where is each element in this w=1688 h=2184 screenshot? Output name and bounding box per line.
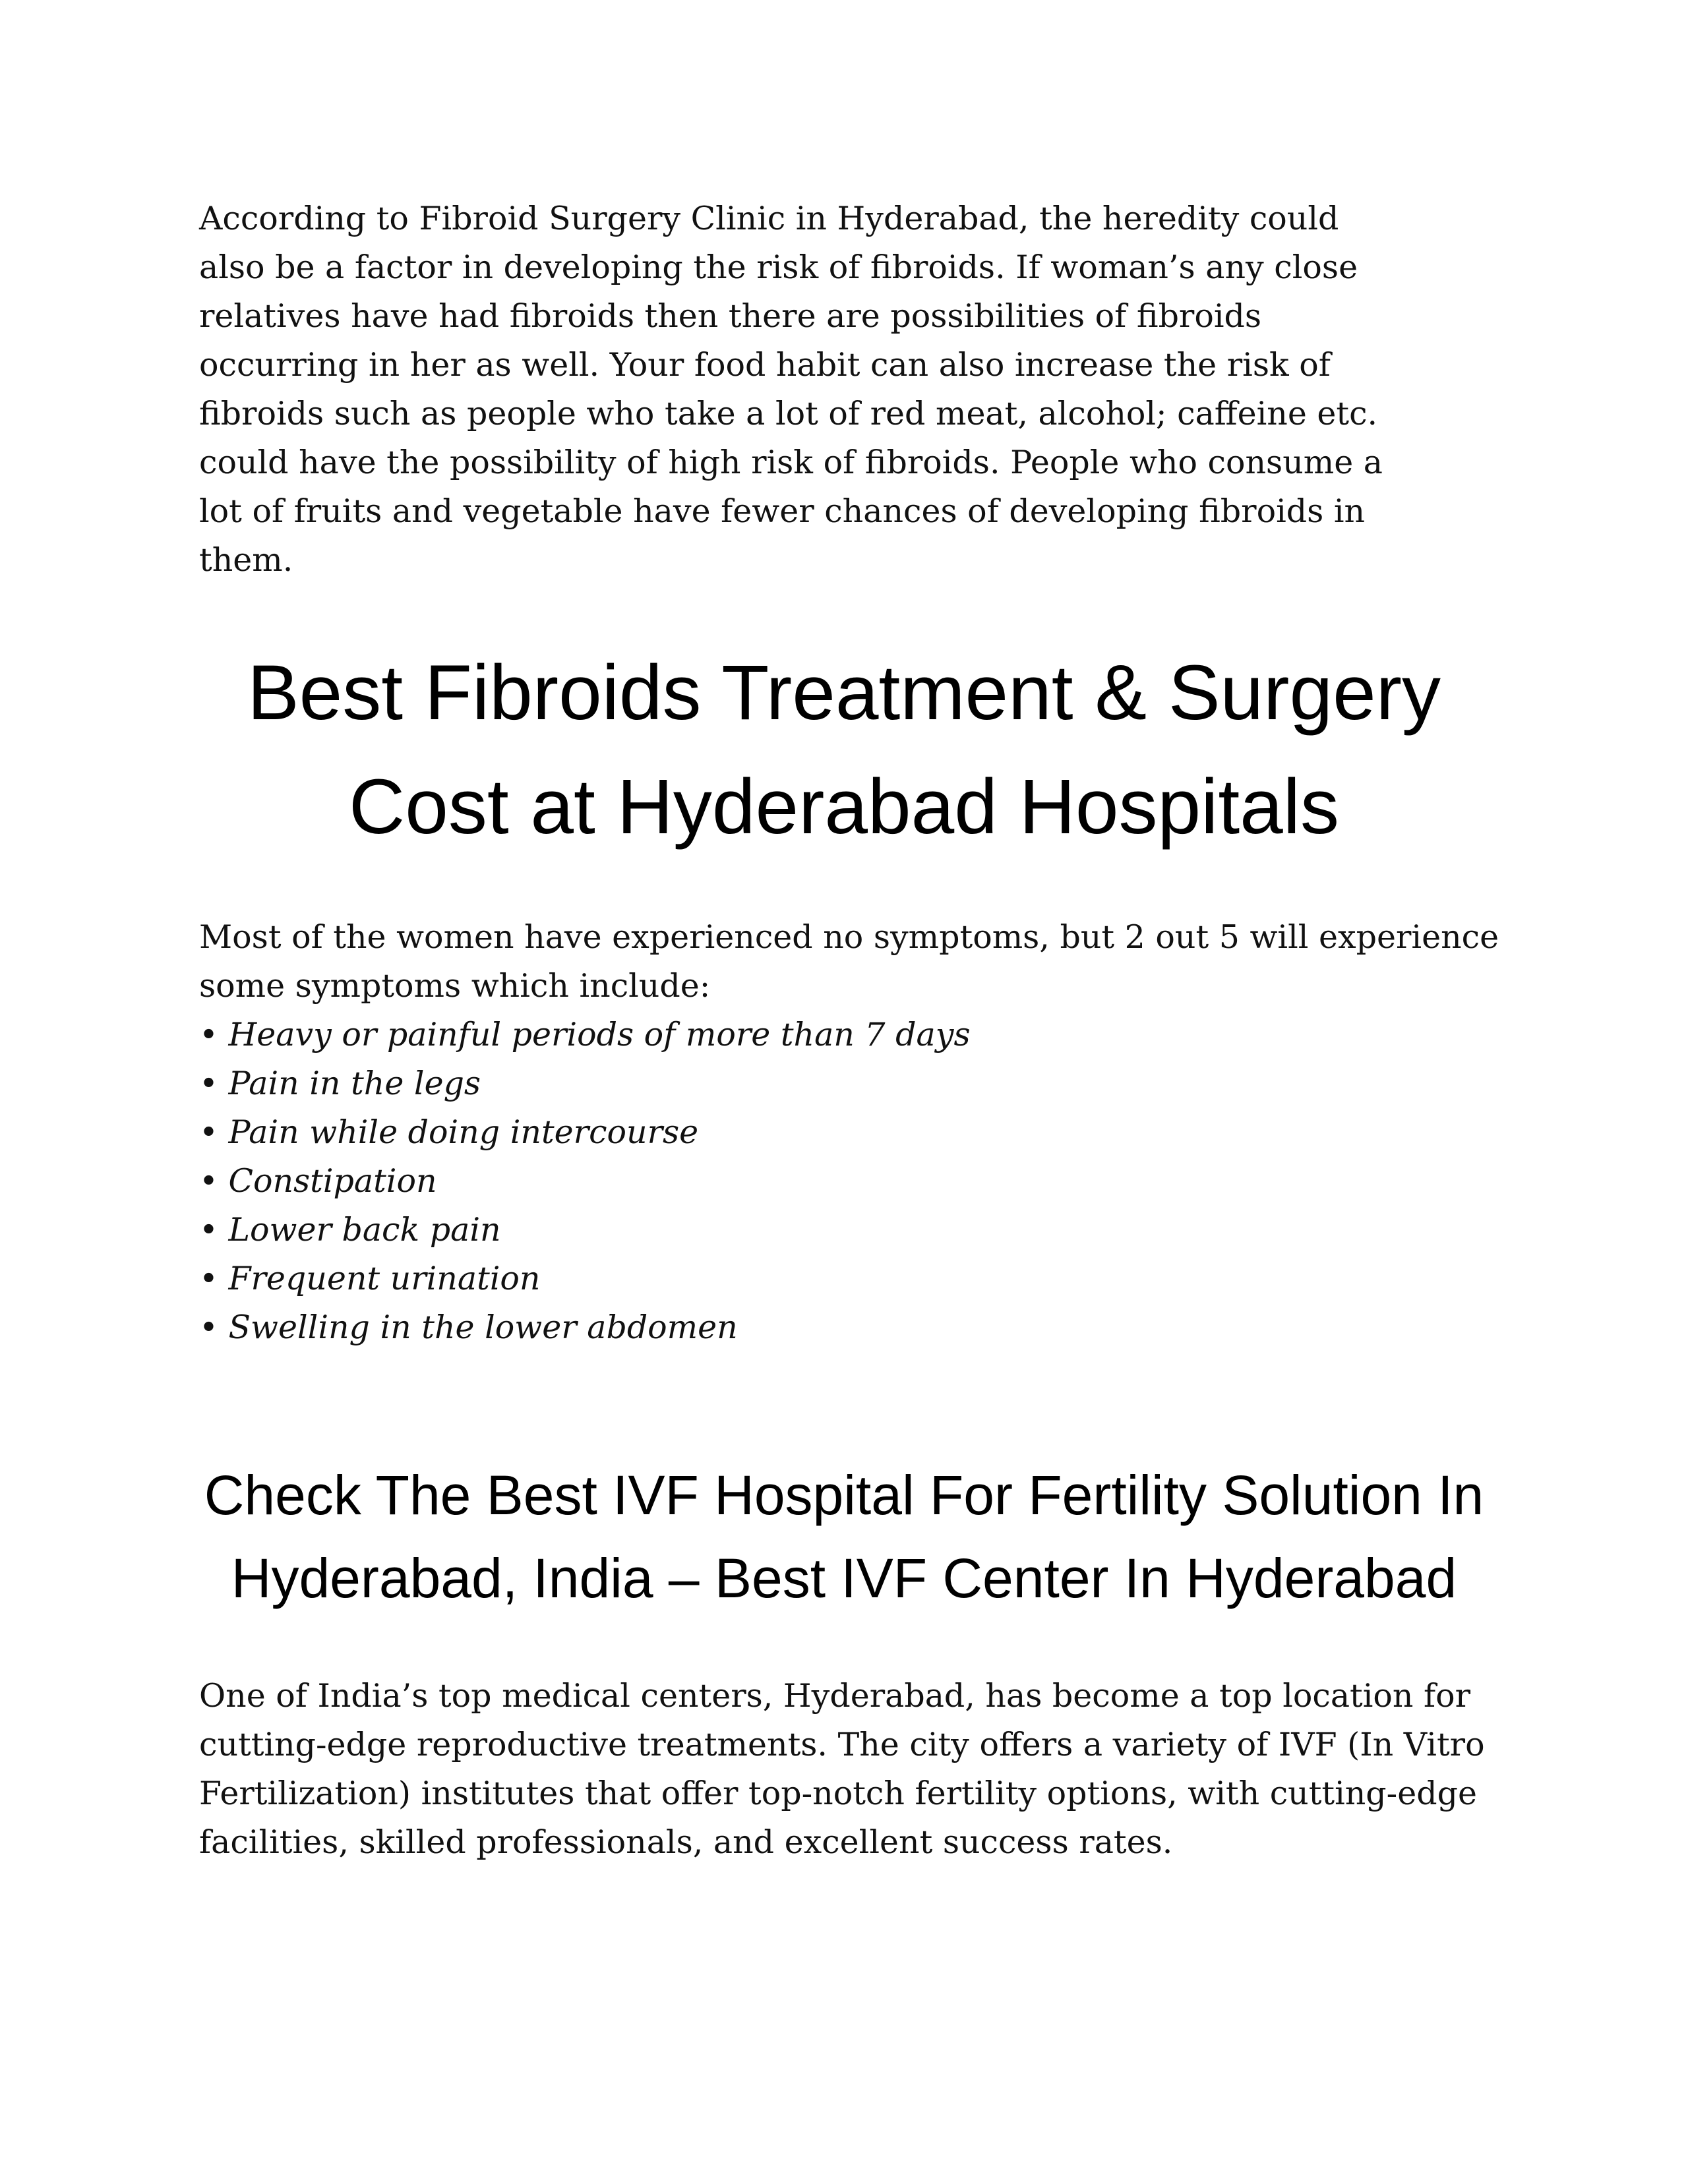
heading-line: Hyderabad, India – Best IVF Center In Hyderabad: [231, 1547, 1457, 1609]
text-line: occurring in her as well. Your food habit can also increase the risk of: [199, 346, 1331, 384]
symptom-list-item: • Swelling in the lower abdomen: [199, 1309, 738, 1346]
section-heading-ivf: [0, 1454, 1688, 1620]
section-heading-fibroids: [0, 636, 1688, 864]
text-line: Most of the women have experienced no symptoms, but 2 out 5 will experience: [199, 918, 1499, 956]
text-line: could have the possibility of high risk of fibroids. People who consume a: [199, 444, 1383, 481]
text-line: One of India’s top medical centers, Hyderabad, has become a top location for: [199, 1677, 1471, 1715]
text-line: some symptoms which include:: [199, 967, 711, 1005]
text-line: fibroids such as people who take a lot of red meat, alcohol; caffeine etc.: [199, 395, 1378, 432]
text-line: them.: [199, 541, 293, 579]
text-line: relatives have had fibroids then there are possibilities of fibroids: [199, 297, 1262, 335]
symptom-list-item: • Constipation: [199, 1162, 437, 1200]
symptoms-section: [199, 913, 1499, 1352]
heading-line: Cost at Hyderabad Hospitals: [349, 763, 1339, 850]
symptom-list-item: • Frequent urination: [199, 1260, 541, 1297]
ivf-paragraph: [199, 1672, 1485, 1867]
text-line: lot of fruits and vegetable have fewer chances of developing fibroids in: [199, 492, 1366, 530]
symptom-list-item: • Lower back pain: [199, 1211, 501, 1249]
text-line: facilities, skilled professionals, and excellent success rates.: [199, 1823, 1173, 1861]
text-line: According to Fibroid Surgery Clinic in Hyderabad, the heredity could: [199, 200, 1339, 237]
heading-line: Check The Best IVF Hospital For Fertility Solution In: [204, 1464, 1484, 1526]
text-line: also be a factor in developing the risk of fibroids. If woman’s any close: [199, 249, 1358, 286]
heading-line: Best Fibroids Treatment & Surgery: [247, 649, 1441, 736]
intro-paragraph: [199, 194, 1383, 585]
text-line: Fertilization) institutes that offer top-notch fertility options, with cutting-edge: [199, 1775, 1477, 1812]
symptom-list-item: • Pain in the legs: [199, 1065, 481, 1102]
symptom-list-item: • Pain while doing intercourse: [199, 1113, 699, 1151]
symptom-list-item: • Heavy or painful periods of more than 7 days: [199, 1016, 971, 1053]
text-line: cutting-edge reproductive treatments. The city offers a variety of IVF (In Vitro: [199, 1726, 1485, 1763]
